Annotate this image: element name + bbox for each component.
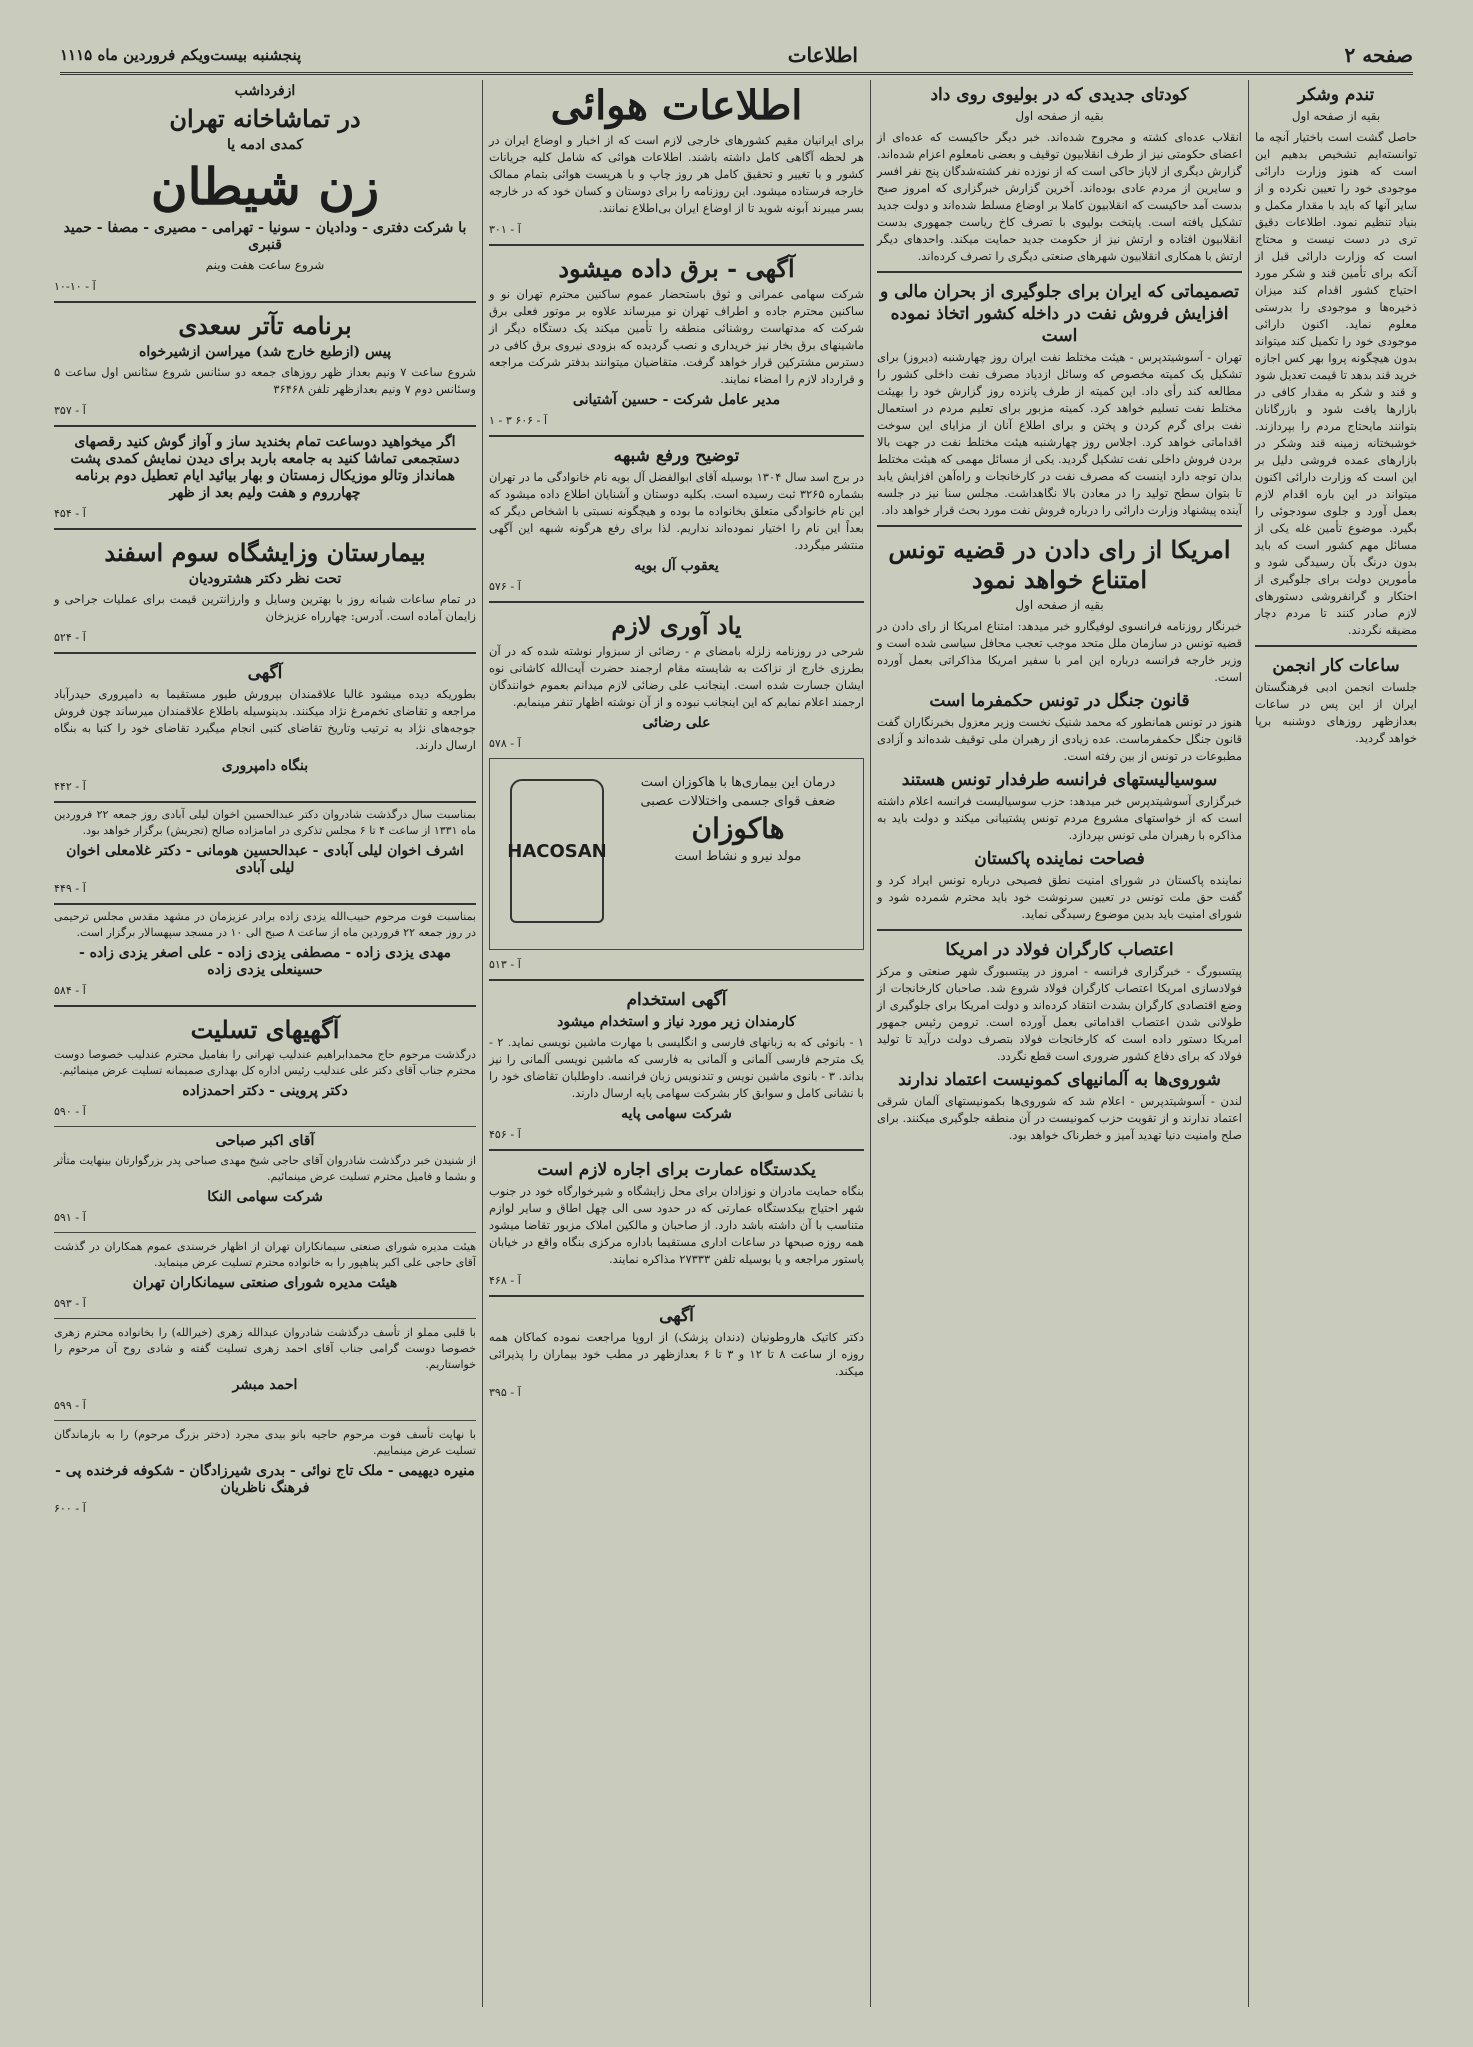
condolence-2-sign: شرکت سهامی النکا <box>207 1189 323 1205</box>
employment-code: آ - ۴۵۶ <box>489 1128 521 1141</box>
condolence-4-body: با قلبی مملو از تأسف درگذشت شادروان عبدالله زهری (خیرالله) را بخانواده محترم زهری خصوصا دوست گرامی جناب آقای احمد زهری تسلیت گفته و شادی روح آن مرحوم را خواستاریم. <box>54 1326 476 1371</box>
memorial-1-body: بمناسبت سال درگذشت شادروان دکتر عبدالحسین اخوان لیلی آبادی روز جمعه ۲۲ فروردین ماه ۱۳۳۱ از ساعت ۴ تا ۶ مجلس تذکری در امامزاده صالح (تجریش) برگزار خواهد بود. <box>54 808 476 837</box>
tehran-theatre-play: زن شیطان <box>150 157 380 216</box>
hospital-body: در تمام ساعات شبانه روز با بهترین وسایل و وارزانترین قیمت برای عملیات جراحی و زایمان آماده است. آدرس: چهارراه عزیزخان <box>54 592 476 623</box>
memorial-1 <box>54 801 476 897</box>
tehran-theatre-top: ازفرداشب <box>234 83 296 99</box>
hacosan-line1: درمان این بیماری‌ها با هاکوزان است <box>640 775 836 790</box>
sugar-subtitle: بقیه از صفحه اول <box>1291 109 1381 123</box>
electricity-ad <box>489 244 864 429</box>
condolence-5-code: آ - ۶۰۰ <box>54 1502 86 1515</box>
condolence-1-code: آ - ۵۹۰ <box>54 1105 86 1118</box>
dentist-ad <box>489 1295 864 1401</box>
dentist-body: دکتر کاتیک هاروطونیان (دندان پزشک) از اروپا مراجعت نموده کماکان همه روزه از ساعت ۸ تا ۱۲ و ۳ تا ۶ بعدازظهر در مطب خود بیماران را پذیرائی میکند. <box>489 1330 865 1378</box>
column-sugar <box>1248 80 1423 2007</box>
condolence-2-body: از شنیدن خبر درگذشت شادروان آقای حاجی شیخ مهدی صباحی پدر بزرگوارتان بینهایت متأثر و بشما و فامیل محترم تسلیت عرض مینمائیم. <box>54 1154 476 1183</box>
condolences-section <box>54 1005 476 1517</box>
column-ads-center <box>482 80 870 2007</box>
employment-ad <box>489 979 864 1143</box>
reminder-code: آ - ۵۷۸ <box>489 737 521 750</box>
paper-name: اطلاعات <box>787 43 858 67</box>
reminder-title: یاد آوری لازم <box>611 611 742 640</box>
poultry-body: بطوریکه دیده میشود غالبا علاقمندان بپرورش طیور مستقیما به دامپروری حیدرآباد مراجعه و تقاضای تخم‌مرغ نژاد میکنند. بدینوسیله باطلاع علاقمندان میرساند چون فروش جوجه‌های نژاد به ترتیب وتاریخ تقاضای کتبی انجام میگیرد تقاضای خود را کتبا به بنگاه ارسال دارند. <box>54 687 476 752</box>
socialists-body: خبرگزاری آسوشیتدپرس خبر میدهد: حزب سوسیالیست فرانسه اعلام داشته است که از خواستهای مشروع مردم تونس پشتیبانی میکند و دولت باید به مذاکره با رهبران ملی تونس بپردازد. <box>877 794 1242 842</box>
employment-body: ۱ - بانوئی که به زبانهای فارسی و انگلیسی با مهارت ماشین نویسی نماید. ۲ - یک مترجم فارسی آلمانی و آلمانی به فارسی که ماشین نویسی آلمانی را نیز بداند. ۳ - بانوی ماشین نویس و تندنویس زبان فرانسه. داوطلبان تقاضای خود را با نشانی کامل و سوابق کار بشرکت سهامی پایه ارسال دارند. <box>489 1035 864 1100</box>
condolence-1-body: درگذشت مرحوم حاج محمدابراهیم عندلیب تهرانی را بفامیل محترم عندلیب خصوصا دوست محترم جناب آقای دکتر علی عندلیب رئیس اداره کل بهداری صمیمانه تسلیت عرض مینمائیم. <box>54 1048 476 1077</box>
hacosan-line3: مولد نیرو و نشاط است <box>674 849 802 864</box>
saadi-play: پیس (ازطبع خارج شد) میراسن ازشیرخواه <box>138 344 392 360</box>
column-theatre-ads <box>48 80 482 2007</box>
steel-strike-title: اعتصاب کارگران فولاد در امریکا <box>945 940 1174 960</box>
electricity-code: آ - ۶۰۶ ۳ - ۱ <box>489 414 548 427</box>
iran-oil-title: تصمیماتی که ایران برای جلوگیری از بحران مالی و افزایش فروش نفت در داخله کشور اتخاذ نموده است <box>880 282 1239 346</box>
condolence-3-body: هیئت مدیره شورای صنعتی سیمانکاران تهران از اظهار خرسندی عموم همکاران در گذشت آقای حاجی علی اکبر پناهپور را به خانواده محترم تسلیت عرض مینماید. <box>54 1240 476 1269</box>
divider <box>54 1126 476 1127</box>
soviets-body: لندن - آسوشیتدپرس - اعلام شد که شوروی‌ها بکمونیستهای آلمان شرقی اعتماد ندارند و از تقویت حزب کمونیست در آن منطقه جلوگیری میکنند. برای صلح وامنیت دنیا تهدید آمیز و خطرناک خواهد بود. <box>877 1094 1242 1142</box>
clarification-sign: یعقوب آل بویه <box>634 558 719 574</box>
hacosan-brand: هاکوزان <box>691 812 785 845</box>
rent-code: آ - ۴۶۸ <box>489 1274 521 1287</box>
memorial-1-sign: اشرف اخوان لیلی آبادی - عبدالحسین هومانی - دکتر غلامعلی اخوان لیلی آبادی <box>66 843 464 876</box>
tunis-body: خبرنگار روزنامه فرانسوی لوفیگارو خبر میدهد: امتناع امریکا از رای دادن در قضیه تونس در سازمان ملل متحد موجب تعجب محافل سیاسی شده است و وزیر خارجه فرانسه درباره این امر با سفیر امریکا مذاکراتی بعمل آورده است. <box>877 619 1242 684</box>
condolence-1-sign: دکتر پروینی - دکتر احمدزاده <box>182 1083 348 1099</box>
hospital-ad <box>54 528 476 646</box>
employment-sign: شرکت سهامی پایه <box>621 1106 732 1122</box>
tehran-theatre-prefix: کمدی ادمه یا <box>226 137 304 153</box>
sugar-title: تندم وشکر <box>1297 85 1375 105</box>
rent-body: بنگاه حمایت مادران و نوزادان برای محل زایشگاه و شیرخوارگاه خود در جنوب شهر احتیاج بیکدستگاه عمارتی که در حدود سی الی چهل اطاق و سایر لوازم متناسب با آن داشته باشد دارد. از صاحبان و مالکین املاک مزبور تقاضا میشود همه روزه صبحها در ساعات اداری مستقیما باداره مرکزی بنگاه واقع در خیابان پاستور مراجعه و یا بوسیله تلفن ۲۷۳۳۳ مذاکره نمایند. <box>489 1184 864 1266</box>
saadi-code: آ - ۳۵۷ <box>54 404 86 417</box>
divider <box>54 1420 476 1421</box>
employment-subtitle: کارمندان زیر مورد نیاز و استخدام میشود <box>557 1014 796 1030</box>
assembly-hours-box <box>1255 645 1417 747</box>
employment-title: آگهی استخدام <box>626 990 727 1010</box>
sugar-body: حاصل گشت است باختیار آنچه ما توانسته‌ایم تشخیص بدهیم این است که هنوز وزارت دارائی موجودی خود را تعیین نکرده و از سایر آنها که باید با مقدار مکمل و بنیاد تنظیم نمود. اطلاعات دقیق تری در دست نیست و محتاج است که وزارت دارائی قبل از آنکه برای تأمین قند و شکر مورد احتیاج کشور اقدام کند میزان ذخیره‌ها و موجودی را بدرستی معلوم نماید. اکنون دارائی موجودی خود را تکمیل کند میتواند بدون هیچگونه پروا بهر کس اجازه خرید قند بدهد تا قیمت تعدیل شود و قند و شکر به مقدار کافی در بازارها یافت شود و بازرگانان بتوانند مایحتاج مردم را بپردازند. خوشبختانه زمینه قند وشکر در بازارهای عمده فروشی دلیل بر این است که وزارت دارائی اکنون میتواند در این باره اقدام لازم بعمل آورد و جلوی سودجوئی را بگیرد. موضوع تأمین غله یکی از مسائل مهم کشور است که باید بدون درنگ بآن رسیدگی شود و مأمورین دولت برای جلوگیری از احتکار و گرانفروشی دستورهای لازم صادر کنند تا مردم دچار مضیقه نگردند. <box>1255 130 1417 637</box>
divider <box>54 1318 476 1319</box>
condolence-3-code: آ - ۵۹۳ <box>54 1297 86 1310</box>
iran-oil-body: تهران - آسوشیتدپرس - هیئت مختلط نفت ایران روز چهارشنبه (دیروز) برای تشکیل یک کمیته مخصوص که وسائل ازدیاد مصرف نفت داخلی کشور را مطالعه کند رأی داد. این کمیته از طرف پانزده روز گزارش خود را بهیئت مختلط نفت تسلیم خواهد کرد. کمیته مزبور برای تعلیم مردم در استعمال نفت برای گرم کردن و پختن و برای اطلاع آنان از مزایای این سوخت اقداماتی خواهد کرد. اجلاس روز چهارشنبه هیئت مختلط نفت در جهت بالا بردن فروش داخلی نفت تشکیل گردید. یکی از مسائل مهمی که هیئت مختلط بدان توجه دارد اینست که مصرف نفت در کارخانجات و راه‌آهن افزایش یابد تا بتوان سطح تولید را در معادن بالا نگاهداشت. مجلس سنا نیز در جلسه آینده پیشنهاد وزارت دارائی را درباره فروش نفت مورد بحث قرار خواهد داد. <box>877 350 1242 517</box>
hospital-title: بیمارستان وزایشگاه سوم اسفند <box>104 538 426 567</box>
electricity-title: آگهی - برق داده میشود <box>558 254 795 283</box>
iran-oil-article <box>877 271 1242 519</box>
memorial-2-code: آ - ۵۸۴ <box>54 984 86 997</box>
condolence-3-sign: هیئت مدیره شورای صنعتی سیمانکاران تهران <box>132 1275 398 1291</box>
memorial-2-body: بمناسبت فوت مرحوم حبیب‌الله یزدی زاده برادر عزیزمان در مشهد مقدس مجلس ترحیمی در روز جمعه ۲۲ فروردین ماه از ساعت ۸ صبح الی ۱۰ در مسجد سپهسالار برگزار است. <box>54 910 476 939</box>
pakistan-body: نماینده پاکستان در شورای امنیت نطق فصیحی درباره تونس ایراد کرد و گفت حق ملت تونس در تعیین سرنوشت خود باید محترم شمرده شود و شورای امنیت باید بدین موضوع رسیدگی نماید. <box>877 873 1242 921</box>
music-body: اگر میخواهید دوساعت تمام بخندید ساز و آواز گوش کنید رقصهای دستجمعی تماشا کنید به جامعه باربد برای دیدن نمایش کمدی پشت همانداز وتالو موزیکال زمستان و بهار بیائید ایام تعطیل دوم برنامه چهارروم و هفت ولیم بعد از ظهر <box>70 434 460 501</box>
steel-strike-body: پیتسبورگ - خبرگزاری فرانسه - امروز در پیتسبورگ شهر صنعتی و مرکز فولادسازی امریکا اعتصاب کارگران فولاد شروع شد. صاحبان کارخانجات از وضع اقتصادی کارگران بشدت انتقاد کرده‌اند و دولت امریکا برای جلوگیری از طولانی شدن اعتصاب اقداماتی بعمل آورده است. ترومن رئیس جمهور امریکا دستور داده است که کارخانجات فولاد بتصرف دولت درآید تا تولید فولاد که برای دفاع کشور ضروری است قطع نگردد. <box>877 964 1242 1063</box>
condolence-4-sign: احمد مبشر <box>232 1377 298 1393</box>
condolence-2-title: آقای اکبر صباحی <box>215 1133 315 1149</box>
reminder-ad <box>489 601 864 752</box>
condolences-title: آگهیهای تسلیت <box>190 1015 340 1044</box>
clarification-ad <box>489 435 864 595</box>
tunis-title: امریکا از رای دادن در قضیه تونس امتناع خواهد نمود <box>888 535 1231 594</box>
pakistan-title: فصاحت نماینده پاکستان <box>974 849 1145 869</box>
coup-title: کودتای جدیدی که در بولیوی روی داد <box>930 85 1189 105</box>
condolence-5-sign: منیره دیهیمی - ملک تاج نوائی - بدری شیرزادگان - شکوفه فرخنده پی - فرهنگ ناظریان <box>55 1463 475 1496</box>
coup-subtitle: بقیه از صفحه اول <box>1015 109 1104 123</box>
hacosan-can-label: HACOSAN <box>507 840 607 862</box>
soviets-title: شوروی‌ها به آلمانیهای کمونیست اعتماد ندارند <box>898 1070 1221 1090</box>
clarification-code: آ - ۵۷۶ <box>489 580 521 593</box>
clarification-body: در برج اسد سال ۱۳۰۴ بوسیله آقای ابوالفضل آل بویه نام خانوادگی ما در تهران بشماره ۳۲۶۵ ثبت رسیده است. بکلیه دوستان و آشنایان اطلاع داده میشود که این نام خانوادگی متعلق بخانواده ما بوده و هیچگونه نسبتی با اشخاص دیگر که بعداً این نام را اختیار نموده‌اند نداریم. لذا برای رفع هرگونه شبهه این آگهی منتشر میگردد. <box>489 470 864 552</box>
electricity-body: شرکت سهامی عمرانی و ثوق باستحضار عموم ساکنین محترم تهران نو و ساکنین محترم جاده و اطراف تهران نو میرساند علاوه بر موتور فعلی برق شرکت که مدتهاست روشنائی منطقه را تأمین میکند یک دستگاه دیگر از ماشینهای برق بخار نیز خریداری و نصب گردیده که بزودی نیروی برق کافی در دسترس مشترکین قرار خواهد گرفت. متقاضیان میتوانند بدفتر شرکت مراجعه و قرارداد لازم را امضاء نمایند. <box>489 287 864 386</box>
hacosan-code: آ - ۵۱۳ <box>489 958 521 971</box>
tunis-article <box>877 525 1242 923</box>
reminder-sign: علی رضائی <box>642 715 711 731</box>
tunis-subtitle: بقیه از صفحه اول <box>1015 598 1104 612</box>
condolence-5-body: با نهایت تأسف فوت مرحوم حاجیه بانو بیدی مجرد (دختر بزرگ مرحوم) را به بازماندگان تسلیت عرض مینماییم. <box>54 1428 476 1457</box>
column-news <box>870 80 1248 2007</box>
hospital-subtitle: تحت نظر دکتر هشترودیان <box>188 571 342 587</box>
page-number: صفحه ۲ <box>1344 43 1413 67</box>
saadi-theatre-ad <box>54 301 476 419</box>
condolence-4-code: آ - ۵۹۹ <box>54 1399 86 1412</box>
jungle-law-body: هنوز در تونس همانطور که محمد شنیک نخست وزیر معزول بخبرنگاران گفت قانون جنگل حکمفرماست. عده زیادی از رهبران ملی توقیف شده‌اند و آزادی مطبوعات در تونس از بین رفته است. <box>877 715 1242 763</box>
dentist-title: آگهی <box>659 1306 694 1326</box>
saadi-title: برنامه تآتر سعدی <box>178 311 352 340</box>
poultry-code: آ - ۴۴۲ <box>54 780 86 793</box>
hacosan-line2: ضعف قوای جسمی واختلالات عصبی <box>640 794 836 809</box>
hacosan-ad-text <box>623 773 853 866</box>
steel-strike-article <box>877 929 1242 1144</box>
music-ad <box>54 425 476 522</box>
memorial-1-code: آ - ۴۴۹ <box>54 882 86 895</box>
clarification-title: توضیح ورفع شبهه <box>613 446 740 466</box>
assembly-hours-body: جلسات انجمن ادبی فرهنگستان ایران از این پس در ساعات بعدازظهر روزهای دوشنبه برپا خواهد گردید. <box>1255 680 1417 745</box>
air-edition-body: برای ایرانیان مقیم کشورهای خارجی لازم است که از اخبار و اوضاع ایران در هر لحظه آگاهی کامل داشته باشند. اطلاعات هوائی که شامل کلیه جریانات کشور و با تغییر و تحقیق کامل هر روز چاپ و با هرپست هوائی بتمام ممالک خارجه فرستاده میشود. این روزنامه را برای دوستان و کسان خود که در خارجه بسر میبرند آبونه شوید تا از اوضاع ایران بی‌اطلاع نمانند. <box>489 133 864 215</box>
saadi-body: شروع ساعت ۷ ونیم بعداز ظهر روزهای جمعه دو سئانس شروع سئانس اول ساعت ۵ وسئانس دوم ۷ ونیم بعدازظهر تلفن ۳۶۴۶۸ <box>54 365 476 396</box>
poultry-title: آگهی <box>247 663 283 683</box>
dentist-code: آ - ۳۹۵ <box>489 1386 521 1399</box>
hacosan-ad <box>489 758 864 950</box>
rent-ad <box>489 1149 864 1289</box>
issue-date: پنجشنبه بیست‌ویکم فروردین ماه ۱۱۱۵ <box>60 46 302 64</box>
hacosan-can-icon <box>507 779 607 923</box>
poultry-sign: بنگاه دامپروری <box>221 758 309 774</box>
memorial-2-sign: مهدی یزدی زاده - مصطفی یزدی زاده - علی اصغر یزدی زاده - حسینعلی یزدی زاده <box>78 945 452 978</box>
rent-title: یکدستگاه عمارت برای اجاره لازم است <box>537 1160 816 1180</box>
tehran-theatre-code: آ - ۱۰-۱۰ <box>54 280 96 293</box>
hospital-code: آ - ۵۲۴ <box>54 631 86 644</box>
jungle-law-title: قانون جنگل در تونس حکمفرما است <box>929 691 1190 711</box>
condolence-2-code: آ - ۵۹۱ <box>54 1211 86 1224</box>
air-edition-title: اطلاعات هوائی <box>550 82 803 129</box>
electricity-sign: مدیر عامل شرکت - حسین آشتیانی <box>572 392 781 408</box>
masthead <box>60 38 1413 75</box>
tehran-theatre-cast: با شرکت دفتری - ودادیان - سونیا - تهرامی - مصیری - مصفا - حمید قنبری <box>63 220 467 253</box>
music-code: آ - ۴۵۴ <box>54 507 86 520</box>
coup-body: انقلاب عده‌ای کشته و مجروح شده‌اند. خبر دیگر حاکیست که عده‌ای از اعضای حکومتی نیز از طرف انقلابیون توقیف و بعضی نامعلوم اعزام شده‌اند. گزارش دیگری از لاپاز حاکی است که از نوزده نفر کشته‌شدگان پنج نفر افسر و سایرین از مردم عادی بوده‌اند. آخرین گزارش خبرگزاری که امروز صبح بدست آمد حاکیست که انقلابیون کاملا بر اوضاع مسلط شده‌اند و دولت جدید تشکیل یافته است. پایتخت بولیوی با تصرف کاخ ریاست جمهوری بدست انقلابیون افتاده و ارتش نیز از حکومت جدید حمایت میکند. واحدهای دیگر ارتش با همکاری انقلابیون شهرهای صنعتی دیگری را تصرف کرده‌اند. <box>877 130 1242 263</box>
tehran-theatre-time: شروع ساعت هفت وینم <box>205 258 325 272</box>
divider <box>54 1232 476 1233</box>
socialists-title: سوسیالیستهای فرانسه طرفدار تونس هستند <box>901 770 1218 790</box>
tehran-theatre-title: در تماشاخانه تهران <box>169 104 361 133</box>
columns <box>48 80 1423 2007</box>
memorial-2 <box>54 903 476 999</box>
poultry-notice <box>54 652 476 795</box>
assembly-hours-title: ساعات کار انجمن <box>1272 656 1400 676</box>
reminder-body: شرحی در روزنامه زلزله بامضای م - رضائی از سبزوار نوشته شده که در آن بطرزی خارج از نزاکت به شایسته مقام ارجمند حضرت آیت‌الله کاشانی نوه ایشان جسارت شده است. اینجانب علی رضائی لازم میدانم بعموم خوانندگان ارجمند اعلام نمایم که این اینجانب نبوده و از آن نوشته اظهار تنفر مینمایم. <box>489 644 864 709</box>
air-edition-code: آ - ۳۰۱ <box>489 223 521 236</box>
